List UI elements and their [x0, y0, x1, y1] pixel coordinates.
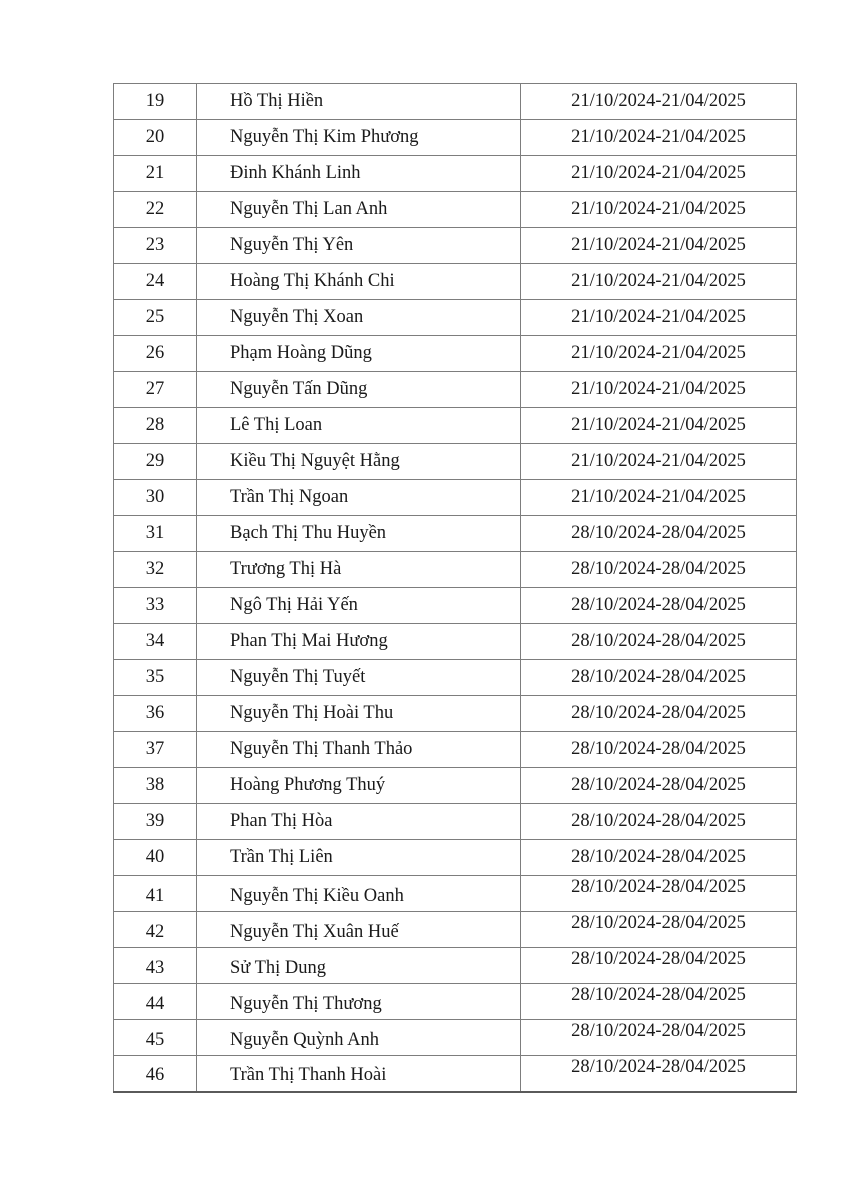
cell-name: Sử Thị Dung	[197, 948, 521, 984]
cell-period: 21/10/2024-21/04/2025	[521, 264, 797, 300]
cell-name: Đinh Khánh Linh	[197, 156, 521, 192]
cell-name: Nguyễn Thị Xuân Huế	[197, 912, 521, 948]
cell-period: 28/10/2024-28/04/2025	[521, 516, 797, 552]
table-row	[114, 984, 797, 1020]
table-row	[114, 156, 797, 192]
cell-name: Nguyễn Quỳnh Anh	[197, 1020, 521, 1056]
table-row	[114, 912, 797, 948]
cell-name: Lê Thị Loan	[197, 408, 521, 444]
cell-number: 46	[114, 1056, 197, 1092]
cell-number: 40	[114, 840, 197, 876]
cell-name: Nguyễn Thị Yên	[197, 228, 521, 264]
cell-period: 21/10/2024-21/04/2025	[521, 408, 797, 444]
cell-period: 21/10/2024-21/04/2025	[521, 84, 797, 120]
cell-period: 21/10/2024-21/04/2025	[521, 192, 797, 228]
cell-period: 21/10/2024-21/04/2025	[521, 480, 797, 516]
cell-number: 30	[114, 480, 197, 516]
cell-name: Nguyễn Thị Hoài Thu	[197, 696, 521, 732]
cell-period: 28/10/2024-28/04/2025	[521, 696, 797, 732]
table-row	[114, 588, 797, 624]
cell-name: Ngô Thị Hải Yến	[197, 588, 521, 624]
table-row	[114, 372, 797, 408]
schedule-table	[113, 83, 797, 1093]
cell-number: 23	[114, 228, 197, 264]
table-row	[114, 192, 797, 228]
cell-period: 28/10/2024-28/04/2025	[521, 732, 797, 768]
cell-number: 25	[114, 300, 197, 336]
cell-number: 35	[114, 660, 197, 696]
cell-number: 28	[114, 408, 197, 444]
cell-period: 28/10/2024-28/04/2025	[521, 660, 797, 696]
cell-name: Nguyễn Thị Kim Phương	[197, 120, 521, 156]
cell-name: Trần Thị Ngoan	[197, 480, 521, 516]
table-row	[114, 300, 797, 336]
cell-period: 21/10/2024-21/04/2025	[521, 156, 797, 192]
cell-number: 32	[114, 552, 197, 588]
cell-period: 28/10/2024-28/04/2025	[521, 804, 797, 840]
table-row	[114, 660, 797, 696]
cell-period: 28/10/2024-28/04/2025	[521, 984, 797, 1020]
cell-number: 41	[114, 876, 197, 912]
table-body	[114, 84, 797, 1092]
cell-period: 28/10/2024-28/04/2025	[521, 1020, 797, 1056]
cell-period: 21/10/2024-21/04/2025	[521, 372, 797, 408]
table-row	[114, 120, 797, 156]
cell-number: 37	[114, 732, 197, 768]
cell-period: 21/10/2024-21/04/2025	[521, 300, 797, 336]
table-row	[114, 1020, 797, 1056]
cell-period: 21/10/2024-21/04/2025	[521, 444, 797, 480]
table-row	[114, 444, 797, 480]
cell-period: 28/10/2024-28/04/2025	[521, 768, 797, 804]
cell-name: Hoàng Phương Thuý	[197, 768, 521, 804]
cell-name: Trần Thị Thanh Hoài	[197, 1056, 521, 1092]
cell-number: 20	[114, 120, 197, 156]
cell-number: 43	[114, 948, 197, 984]
cell-number: 34	[114, 624, 197, 660]
cell-number: 45	[114, 1020, 197, 1056]
cell-number: 29	[114, 444, 197, 480]
table-row	[114, 264, 797, 300]
table-row	[114, 840, 797, 876]
cell-number: 36	[114, 696, 197, 732]
cell-name: Nguyễn Thị Tuyết	[197, 660, 521, 696]
cell-number: 44	[114, 984, 197, 1020]
cell-period: 28/10/2024-28/04/2025	[521, 840, 797, 876]
cell-name: Nguyễn Thị Thương	[197, 984, 521, 1020]
table-row	[114, 876, 797, 912]
cell-number: 19	[114, 84, 197, 120]
cell-name: Phan Thị Mai Hương	[197, 624, 521, 660]
table-row	[114, 336, 797, 372]
cell-period: 28/10/2024-28/04/2025	[521, 948, 797, 984]
cell-name: Nguyễn Thị Thanh Thảo	[197, 732, 521, 768]
cell-name: Kiều Thị Nguyệt Hằng	[197, 444, 521, 480]
cell-period: 21/10/2024-21/04/2025	[521, 336, 797, 372]
cell-period: 21/10/2024-21/04/2025	[521, 228, 797, 264]
cell-period: 28/10/2024-28/04/2025	[521, 624, 797, 660]
table-row	[114, 516, 797, 552]
table-row	[114, 408, 797, 444]
table-row	[114, 84, 797, 120]
cell-name: Trần Thị Liên	[197, 840, 521, 876]
cell-name: Hồ Thị Hiền	[197, 84, 521, 120]
cell-number: 21	[114, 156, 197, 192]
table-row	[114, 624, 797, 660]
cell-name: Nguyễn Thị Lan Anh	[197, 192, 521, 228]
cell-number: 42	[114, 912, 197, 948]
cell-period: 28/10/2024-28/04/2025	[521, 912, 797, 948]
cell-number: 22	[114, 192, 197, 228]
cell-period: 21/10/2024-21/04/2025	[521, 120, 797, 156]
cell-period: 28/10/2024-28/04/2025	[521, 876, 797, 912]
cell-name: Phan Thị Hòa	[197, 804, 521, 840]
cell-period: 28/10/2024-28/04/2025	[521, 588, 797, 624]
cell-period: 28/10/2024-28/04/2025	[521, 1056, 797, 1092]
cell-name: Hoàng Thị Khánh Chi	[197, 264, 521, 300]
cell-name: Trương Thị Hà	[197, 552, 521, 588]
cell-name: Nguyễn Thị Xoan	[197, 300, 521, 336]
cell-number: 38	[114, 768, 197, 804]
cell-number: 24	[114, 264, 197, 300]
table-row	[114, 228, 797, 264]
cell-name: Bạch Thị Thu Huyền	[197, 516, 521, 552]
cell-number: 31	[114, 516, 197, 552]
table-row	[114, 1056, 797, 1092]
cell-number: 26	[114, 336, 197, 372]
table-row	[114, 552, 797, 588]
table-row	[114, 768, 797, 804]
cell-number: 27	[114, 372, 197, 408]
table-row	[114, 732, 797, 768]
table-row	[114, 948, 797, 984]
cell-name: Phạm Hoàng Dũng	[197, 336, 521, 372]
table-row	[114, 804, 797, 840]
cell-name: Nguyễn Tấn Dũng	[197, 372, 521, 408]
table-row	[114, 480, 797, 516]
cell-name: Nguyễn Thị Kiều Oanh	[197, 876, 521, 912]
cell-period: 28/10/2024-28/04/2025	[521, 552, 797, 588]
table-row	[114, 696, 797, 732]
cell-number: 33	[114, 588, 197, 624]
cell-number: 39	[114, 804, 197, 840]
